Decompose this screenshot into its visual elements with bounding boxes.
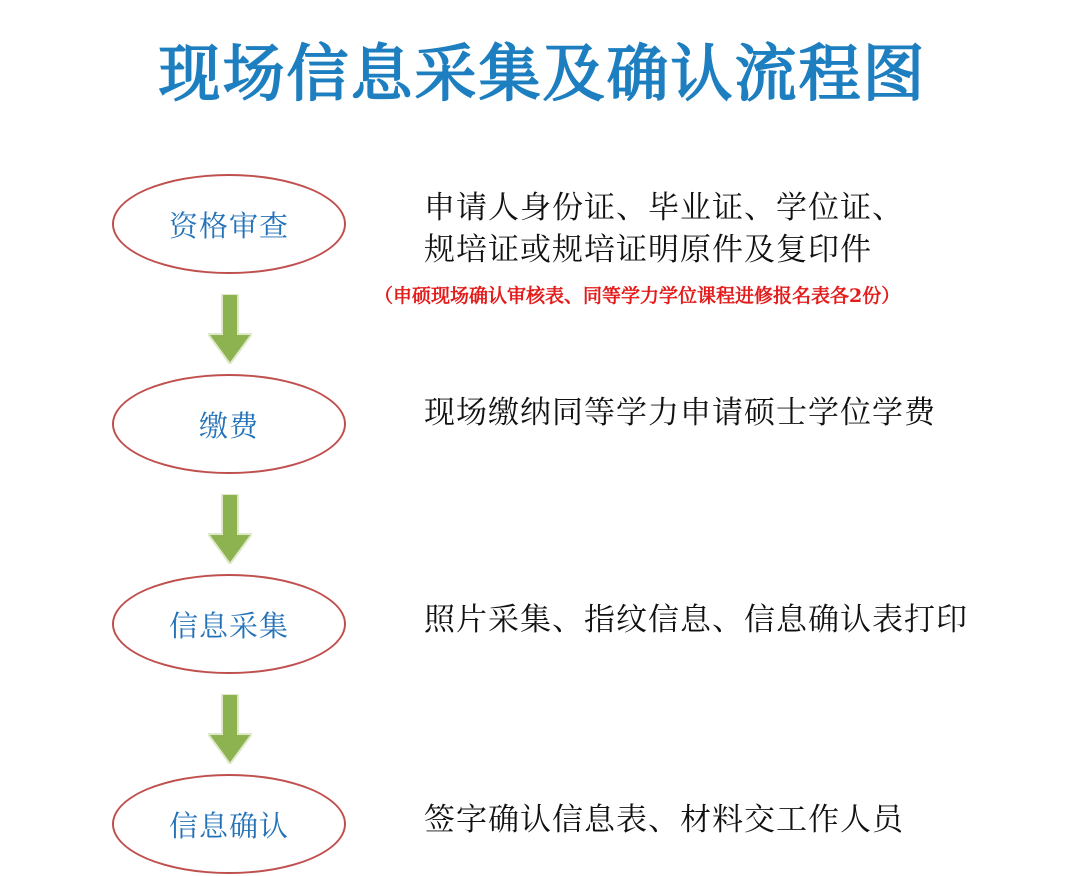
step-label: 缴费 — [198, 408, 259, 443]
step-description — [424, 392, 936, 434]
step-node-info-confirmation — [112, 774, 346, 874]
step-label: 资格审查 — [168, 208, 289, 243]
step-label: 信息确认 — [168, 808, 289, 843]
step-description-line: 现场缴纳同等学力申请硕士学位学费 — [424, 395, 936, 431]
step-description-line: 签字确认信息表、材料交工作人员 — [424, 802, 904, 838]
down-arrow-icon — [208, 494, 252, 564]
down-arrow-icon — [208, 294, 252, 364]
step-description-line: 照片采集、指纹信息、信息确认表打印 — [424, 602, 968, 638]
step-description — [424, 187, 904, 271]
page-title: 现场信息采集及确认流程图 — [158, 37, 927, 110]
step-description-line: 规培证或规培证明原件及复印件 — [424, 232, 872, 268]
step-note: （申硕现场确认审核表、同等学力学位课程进修报名表各2份） — [374, 285, 901, 307]
step-node-qualification-review — [112, 174, 346, 274]
step-description-line: 申请人身份证、毕业证、学位证、 — [424, 190, 904, 226]
step-description — [424, 799, 904, 841]
down-arrow-icon — [208, 694, 252, 764]
step-label: 信息采集 — [168, 608, 289, 643]
step-node-payment — [112, 374, 346, 474]
step-description — [424, 599, 968, 641]
step-node-info-collection — [112, 574, 346, 674]
